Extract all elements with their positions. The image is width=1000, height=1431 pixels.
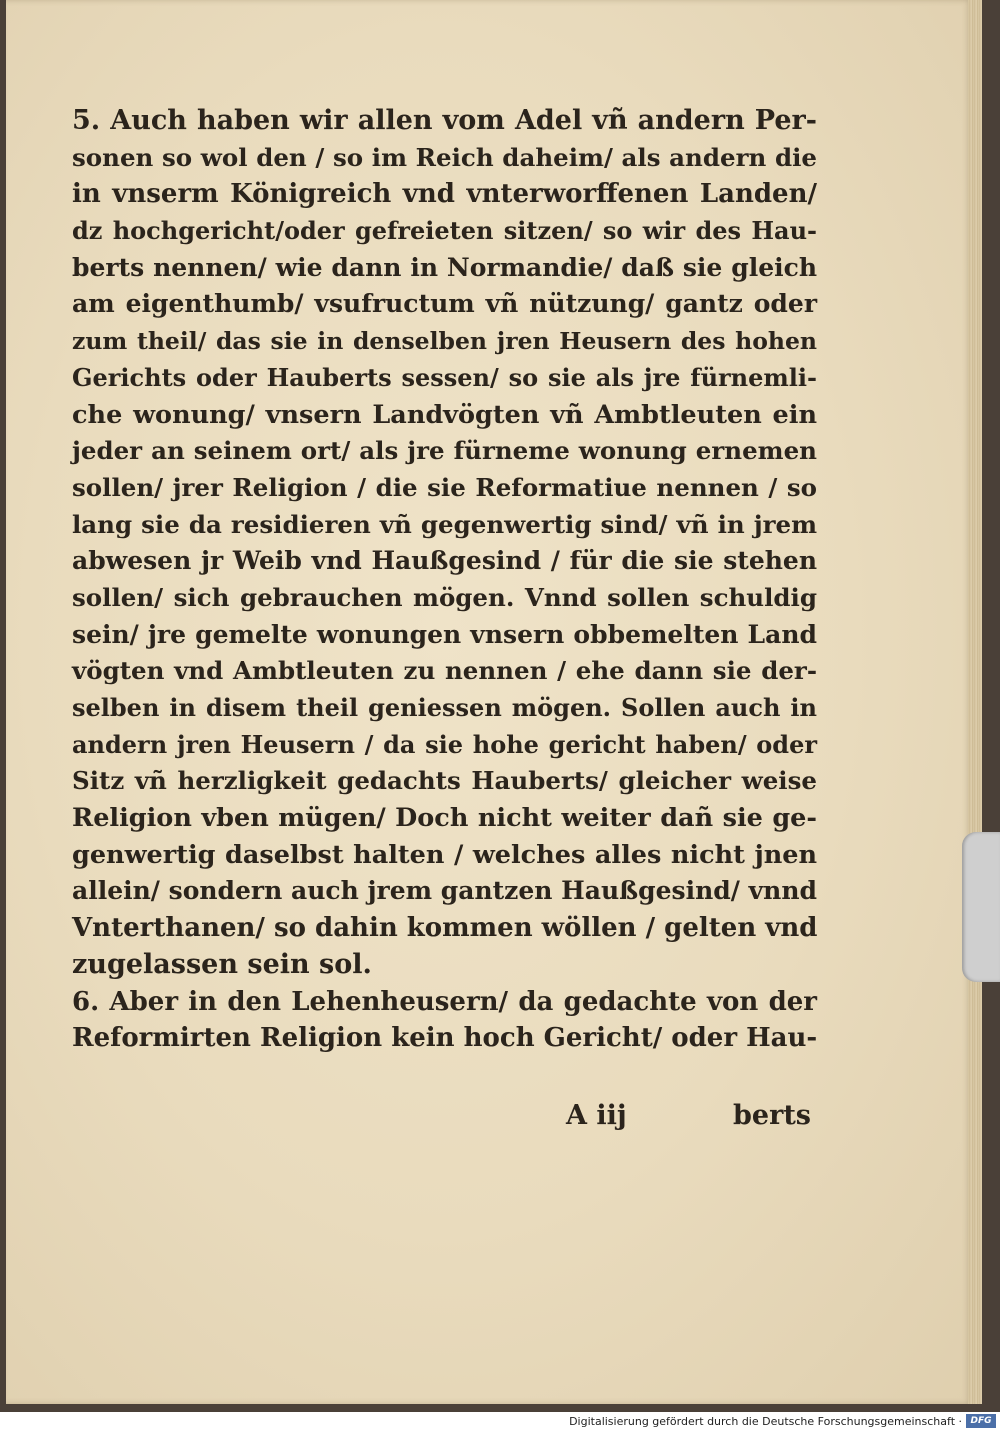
credit-text: Digitalisierung gefördert durch die Deutsche Forschungsgemeinschaft · xyxy=(569,1415,962,1428)
text-line-15: sein/ jre gemelte wonungen vnsern obbemelten Land xyxy=(72,619,817,649)
text-line-2: sonen so wol den / so im Reich daheim/ als andern die xyxy=(72,142,817,172)
text-line-1: 5. Auch haben wir allen vom Adel vñ andern Per- xyxy=(72,105,817,136)
text-line-3: in vnserm Königreich vnd vnterworffenen Landen/ xyxy=(72,179,817,210)
text-line-9: che wonung/ vnsern Landvögten vñ Ambtleuten ein xyxy=(72,399,817,430)
text-line-23: Vnterthanen/ so dahin kommen wöllen / gelten vnd xyxy=(72,913,818,944)
text-line-19: Sitz vñ herzligkeit gedachts Hauberts/ gleicher weise xyxy=(72,766,817,796)
text-line-16: vögten vnd Ambtleuten zu nennen / ehe dann sie der- xyxy=(72,656,817,686)
text-line-25: 6. Aber in den Lehenheusern/ da gedachte von der xyxy=(72,986,817,1017)
body-text xyxy=(72,103,817,1057)
page-footer xyxy=(566,1097,811,1135)
text-line-17: selben in disem theil geniessen mögen. Sollen auch in xyxy=(72,693,817,722)
text-line-26: Reformirten Religion kein hoch Gericht/ oder Hau- xyxy=(72,1023,818,1054)
text-line-20: Religion vben mügen/ Doch nicht weiter dañ sie ge- xyxy=(72,803,817,834)
text-line-5: berts nennen/ wie dann in Normandie/ daß sie gleich xyxy=(72,252,817,282)
text-line-10: jeder an seinem ort/ als jre fürneme wonung ernemen xyxy=(72,436,817,466)
text-line-7: zum theil/ das sie in denselben jren Heusern des hohen xyxy=(72,327,817,356)
text-line-11: sollen/ jrer Religion / die sie Reformatiue nennen / so xyxy=(72,472,817,502)
catchword: berts xyxy=(733,1100,811,1131)
text-line-21: genwertig daselbst halten / welches alles nicht jnen xyxy=(72,839,817,870)
text-line-22: allein/ sondern auch jrem gantzen Haußgesind/ vnnd xyxy=(72,876,817,906)
text-line-8: Gerichts oder Hauberts sessen/ so sie als jre fürnemli- xyxy=(72,362,817,392)
text-line-6: am eigenthumb/ vsufructum vñ nützung/ gantz oder xyxy=(72,289,817,319)
text-line-13: abwesen jr Weib vnd Haußgesind / für die sie stehen xyxy=(72,546,817,576)
signature-mark: A iij xyxy=(566,1100,627,1131)
text-line-12: lang sie da residieren vñ gegenwertig sind/ vñ in jrem xyxy=(72,509,817,539)
dfg-logo: DFG xyxy=(966,1414,996,1428)
page-edges xyxy=(968,0,982,1404)
book-clip xyxy=(962,832,1000,982)
text-line-14: sollen/ sich gebrauchen mögen. Vnnd sollen schuldig xyxy=(72,582,817,612)
credit-bar xyxy=(0,1412,1000,1431)
text-line-24: zugelassen sein sol. xyxy=(72,948,372,980)
text-line-18: andern jren Heusern / da sie hohe gericht haben/ oder xyxy=(72,729,817,759)
text-line-4: dz hochgericht/oder gefreieten sitzen/ so wir des Hau- xyxy=(72,216,817,246)
